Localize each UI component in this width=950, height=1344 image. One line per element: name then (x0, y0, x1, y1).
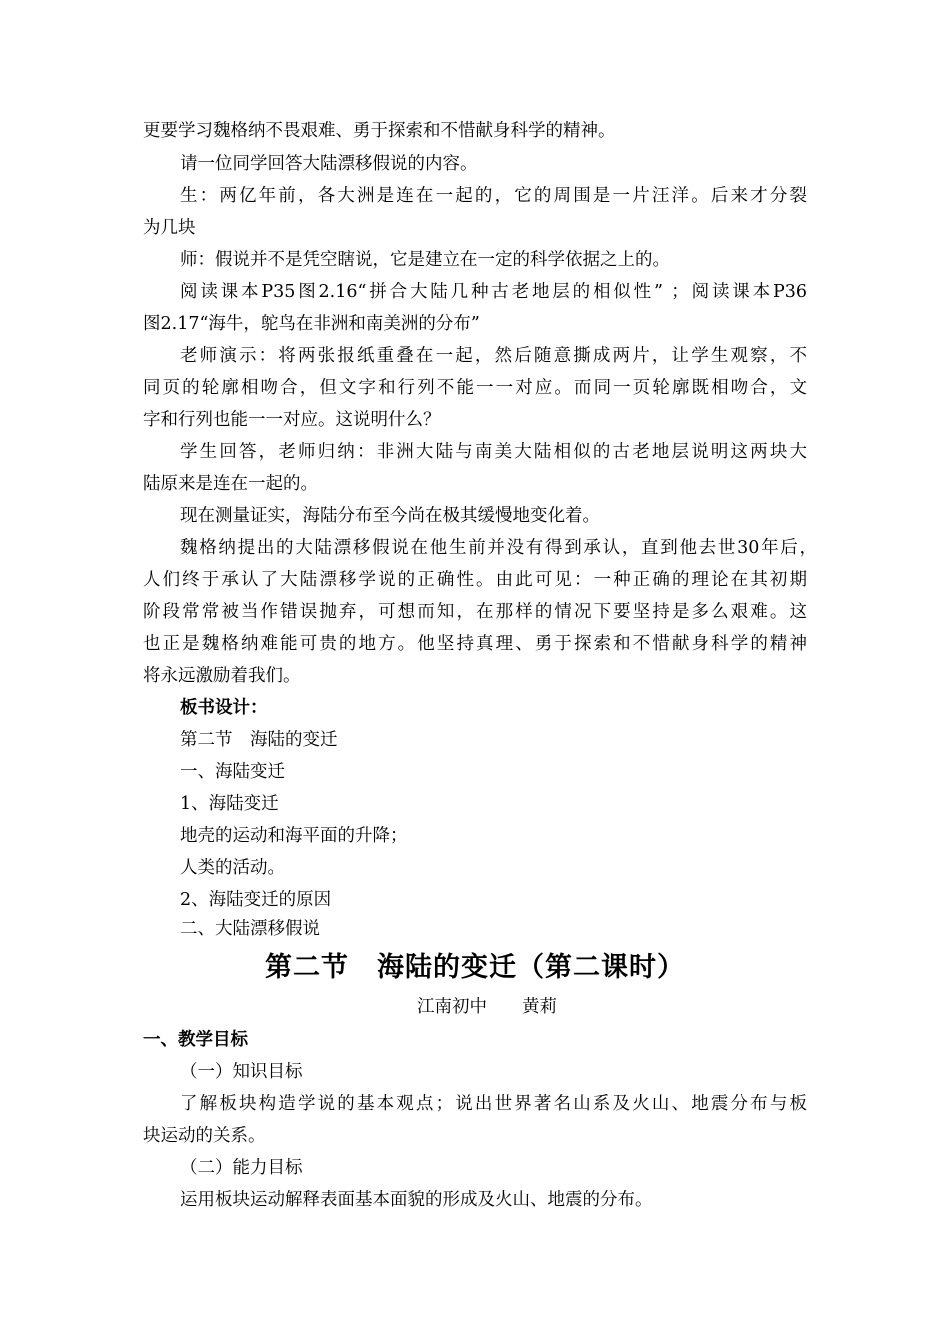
paragraph-line: 请一位同学回答大陆漂移假说的内容。 (180, 154, 478, 174)
knowledge-goal-heading: （一）知识目标 (180, 1062, 303, 1082)
paragraph-line: 了解板块构造学说的基本观点；说出世界著名山系及火山、地震分布与板 (180, 1094, 807, 1114)
paragraph-line: 阶段常常被当作错误抛弃，可想而知，在那样的情况下要坚持是多么艰难。这 (143, 602, 807, 622)
paragraph-line: 块运动的关系。 (143, 1126, 266, 1146)
paragraph-line: 将永远激励着我们。 (143, 666, 301, 686)
paragraph-line: 字和行列也能一一对应。这说明什么？ (143, 410, 441, 430)
board-item: 1、海陆变迁 (180, 794, 279, 814)
board-item: 第二节 海陆的变迁 (180, 730, 338, 750)
paragraph-line: 师：假说并不是凭空瞎说，它是建立在一定的科学依据之上的。 (180, 250, 670, 270)
paragraph-line: 陆原来是连在一起的。 (143, 474, 318, 494)
paragraph-line: 老师演示：将两张报纸重叠在一起，然后随意撕成两片，让学生观察，不 (180, 346, 807, 366)
board-item: 2、海陆变迁的原因 (180, 890, 332, 910)
paragraph-line: 人们终于承认了大陆漂移学说的正确性。由此可见：一种正确的理论在其初期 (143, 570, 807, 590)
ability-goal-heading: （二）能力目标 (180, 1158, 303, 1178)
paragraph-line: 阅读课本P35图2.16“拼合大陆几种古老地层的相似性” ；阅读课本P36 (180, 282, 807, 302)
board-design-heading: 板书设计： (180, 698, 268, 718)
objectives-heading: 一、教学目标 (143, 1030, 248, 1050)
board-item: 二、大陆漂移假说 (180, 919, 320, 939)
paragraph-line: 也正是魏格纳难能可贵的地方。他坚持真理、勇于探索和不惜献身科学的精神 (143, 634, 807, 654)
paragraph-line: 学生回答，老师归纳：非洲大陆与南美大陆相似的古老地层说明这两块大 (180, 442, 807, 462)
paragraph-line: 运用板块运动解释表面基本面貌的形成及火山、地震的分布。 (180, 1190, 653, 1210)
paragraph-line: 魏格纳提出的大陆漂移假说在他生前并没有得到承认，直到他去世30年后， (180, 538, 817, 558)
paragraph-line: 为几块 (143, 218, 196, 238)
author-line: 江南初中 黄莉 (417, 997, 557, 1017)
board-item: 一、海陆变迁 (180, 762, 285, 782)
board-item: 地壳的运动和海平面的升降； (180, 826, 408, 846)
board-item: 人类的活动。 (180, 858, 285, 878)
section-title: 第二节 海陆的变迁（第二课时） (265, 952, 685, 983)
paragraph-line: 生：两亿年前，各大洲是连在一起的，它的周围是一片汪洋。后来才分裂 (180, 186, 807, 206)
paragraph-line: 现在测量证实，海陆分布至今尚在极其缓慢地变化着。 (180, 506, 600, 526)
paragraph-line: 图2.17“海牛，鸵鸟在非洲和南美洲的分布” (143, 314, 480, 334)
paragraph-line: 更要学习魏格纳不畏艰难、勇于探索和不惜献身科学的精神。 (143, 121, 616, 141)
paragraph-line: 同页的轮廓相吻合，但文字和行列不能一一对应。而同一页轮廓既相吻合，文 (143, 378, 807, 398)
